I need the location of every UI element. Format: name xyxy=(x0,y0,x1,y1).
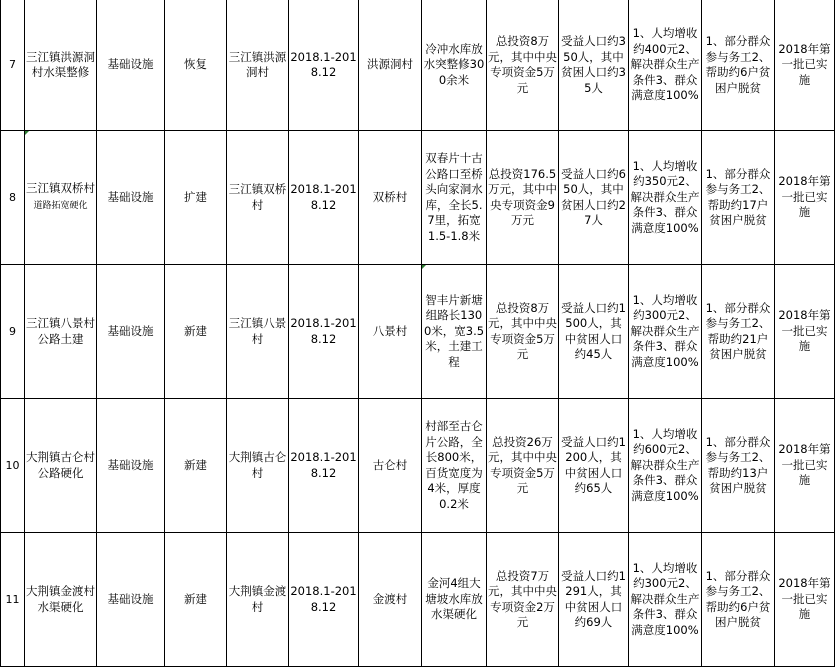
construction-nature: 新建 xyxy=(165,399,227,533)
row-number: 7 xyxy=(1,0,25,131)
village-name: 八景村 xyxy=(359,265,422,399)
comment-marker xyxy=(422,265,426,269)
project-name xyxy=(25,0,97,131)
beneficiaries: 受益人口约350人，其中贫困人口约35人 xyxy=(559,0,629,131)
project-type: 基础设施 xyxy=(97,533,165,667)
investment: 总投资26万元，其中中央专项资金5万元 xyxy=(487,399,559,533)
project-name-text: 三江镇洪源洞村水渠整修 xyxy=(26,49,95,79)
implementation-status: 2018年第一批已实施 xyxy=(775,533,835,667)
performance-goals: 1、人均增收约300元2、解决群众生产条件3、群众满意度100% xyxy=(629,533,702,667)
row-number: 11 xyxy=(1,533,25,667)
village-name: 双桥村 xyxy=(359,131,422,265)
investment: 总投资8万元，其中中央专项资金5万元 xyxy=(487,0,559,131)
project-period: 2018.1-2018.12 xyxy=(289,533,359,667)
investment: 总投资8万元，其中中央专项资金5万元 xyxy=(487,265,559,399)
village-name: 洪源洞村 xyxy=(359,0,422,131)
construction-content xyxy=(422,265,487,399)
investment: 总投资7万元，其中中央专项资金2万元 xyxy=(487,533,559,667)
construction-nature: 新建 xyxy=(165,533,227,667)
table-row xyxy=(1,533,835,667)
benefit-mechanism: 1、部分群众参与务工2、帮助约17户贫困户脱贫 xyxy=(702,131,775,265)
village-name: 古仑村 xyxy=(359,399,422,533)
construction-nature: 恢复 xyxy=(165,0,227,131)
project-name xyxy=(25,265,97,399)
comment-marker xyxy=(25,131,29,135)
construction-content: 村部至古仑片公路，全长800米，百货宽度为4米，厚度0.2米 xyxy=(422,399,487,533)
beneficiaries: 受益人口约1291人，其中贫困人口约69人 xyxy=(559,533,629,667)
project-location: 三江镇八景村 xyxy=(227,265,289,399)
project-period: 2018.1-2018.12 xyxy=(289,0,359,131)
performance-goals: 1、人均增收约300元2、解决群众生产条件3、群众满意度100% xyxy=(629,265,702,399)
project-type: 基础设施 xyxy=(97,265,165,399)
beneficiaries: 受益人口约1500人，其中贫困人口约45人 xyxy=(559,265,629,399)
implementation-status: 2018年第一批已实施 xyxy=(775,0,835,131)
project-type: 基础设施 xyxy=(97,131,165,265)
project-name-text: 大荆镇古仑村公路硬化 xyxy=(26,450,95,480)
project-location: 大荆镇古仑村 xyxy=(227,399,289,533)
performance-goals: 1、人均增收约350元2、解决群众生产条件3、群众满意度100% xyxy=(629,131,702,265)
table-row xyxy=(1,399,835,533)
project-type: 基础设施 xyxy=(97,399,165,533)
table-row xyxy=(1,0,835,131)
construction-content: 冷冲水库放水突整修300余米 xyxy=(422,0,487,131)
construction-content: 金河4组大塘坡水库放水渠硬化 xyxy=(422,533,487,667)
performance-goals: 1、人均增收约600元2、解决群众生产条件3、群众满意度100% xyxy=(629,399,702,533)
table-row xyxy=(1,265,835,399)
project-period: 2018.1-2018.12 xyxy=(289,265,359,399)
construction-content-text: 智丰片新塘组路长1300米，宽3.5米，土建工程 xyxy=(423,292,485,369)
project-location: 大荆镇金渡村 xyxy=(227,533,289,667)
project-name xyxy=(25,131,97,265)
implementation-status: 2018年第一批已实施 xyxy=(775,399,835,533)
benefit-mechanism: 1、部分群众参与务工2、帮助约13户贫困户脱贫 xyxy=(702,399,775,533)
row-number: 8 xyxy=(1,131,25,265)
village-name: 金渡村 xyxy=(359,533,422,667)
benefit-mechanism: 1、部分群众参与务工2、帮助约6户贫困户脱贫 xyxy=(702,533,775,667)
implementation-status: 2018年第一批已实施 xyxy=(775,265,835,399)
investment: 总投资176.5万元，其中中央专项资金9万元 xyxy=(487,131,559,265)
row-number: 9 xyxy=(1,265,25,399)
benefit-mechanism: 1、部分群众参与务工2、帮助约21户贫困户脱贫 xyxy=(702,265,775,399)
performance-goals: 1、人均增收约400元2、解决群众生产条件3、群众满意度100% xyxy=(629,0,702,131)
implementation-status: 2018年第一批已实施 xyxy=(775,131,835,265)
table-row xyxy=(1,131,835,265)
row-number: 10 xyxy=(1,399,25,533)
beneficiaries: 受益人口约650人，其中贫困人口约27人 xyxy=(559,131,629,265)
project-location: 三江镇双桥村 xyxy=(227,131,289,265)
project-name xyxy=(25,533,97,667)
beneficiaries: 受益人口约1200人，其中贫困人口约65人 xyxy=(559,399,629,533)
benefit-mechanism: 1、部分群众参与务工2、帮助约6户贫困户脱贫 xyxy=(702,0,775,131)
project-location: 三江镇洪源洞村 xyxy=(227,0,289,131)
project-name-text: 三江镇八景村公路土建 xyxy=(26,316,95,346)
project-name-text: 大荆镇金渡村水渠硬化 xyxy=(26,584,95,614)
construction-nature: 扩建 xyxy=(165,131,227,265)
project-name-text: 三江镇双桥村 xyxy=(26,181,95,195)
project-period: 2018.1-2018.12 xyxy=(289,131,359,265)
construction-nature: 新建 xyxy=(165,265,227,399)
project-type: 基础设施 xyxy=(97,0,165,131)
project-name xyxy=(25,399,97,533)
project-name-tail: 道路拓宽硬化 xyxy=(33,200,88,211)
construction-content: 双春片十古公路口至桥头向家洞水库，全长5.7里，拓宽1.5-1.8米 xyxy=(422,131,487,265)
project-period: 2018.1-2018.12 xyxy=(289,399,359,533)
